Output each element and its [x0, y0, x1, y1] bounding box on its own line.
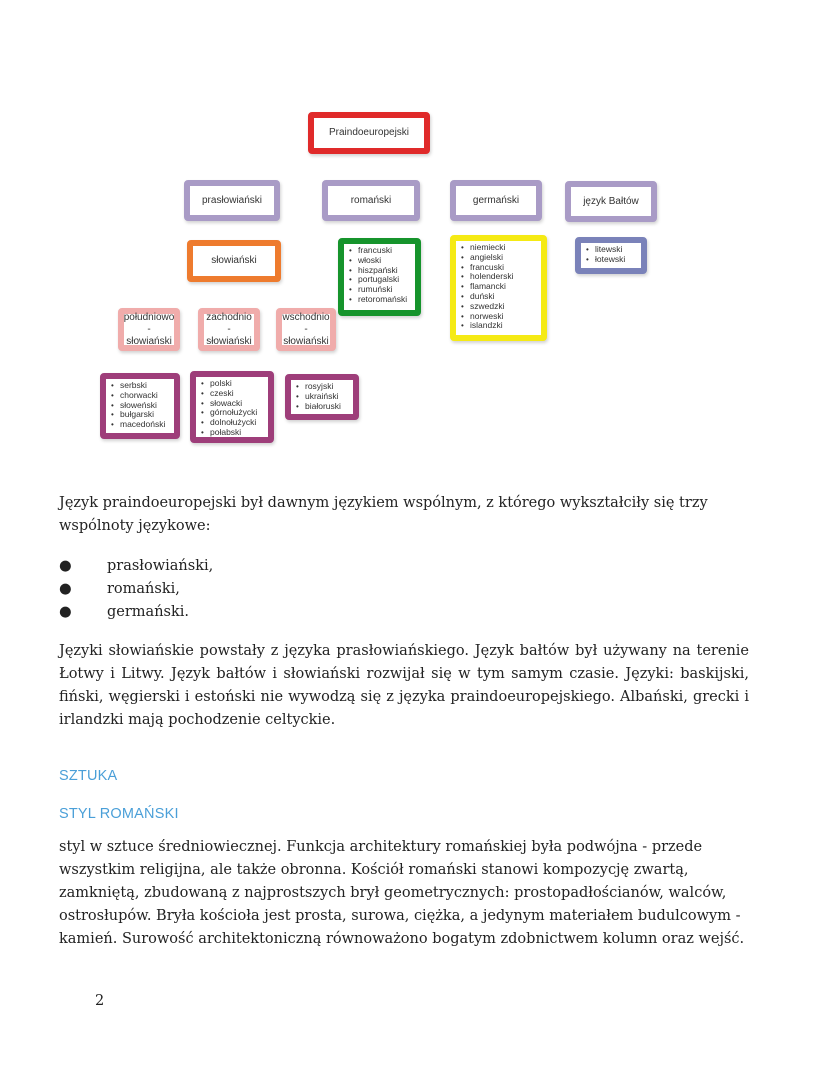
list-item: • szwedzki [470, 302, 537, 312]
subsection-heading-romanesque: STYL ROMAŃSKI [59, 806, 179, 822]
west-slavic-label: zachodnio - słowiański [206, 311, 252, 347]
slavic-box [187, 240, 281, 282]
baltic-languages-list [585, 245, 637, 265]
list-item: • serbski [120, 381, 170, 391]
list-item: • portugalski [358, 275, 411, 285]
baltic-label: język Bałtów [583, 195, 639, 207]
east-slavic-languages-box [285, 374, 359, 420]
list-item: • macedoński [120, 420, 170, 430]
list-item: • czeski [210, 389, 264, 399]
baltic-box [565, 181, 657, 222]
list-item [59, 601, 213, 624]
language-family-diagram [0, 0, 828, 470]
list-item: • islandzki [470, 321, 537, 331]
romance-box [322, 180, 420, 221]
list-item: • norweski [470, 312, 537, 322]
east-slavic-label: wschodnio - słowiański [282, 311, 330, 347]
romance-languages-list [348, 246, 411, 305]
proto-slavic-label: prasłowiański [201, 194, 263, 206]
list-item: • ukraiński [305, 392, 349, 402]
root-label: Praindoeuropejski [328, 127, 410, 138]
romanesque-paragraph: styl w sztuce średniowiecznej. Funkcja architektury romańskiej była podwójna - przede wszystkim religijna, ale także obronna. Kościół romański stanowi kompozycję zwartą, zamkniętą, zbudowaną z najprostszych brył geometrycznych: prostopadłościanów, walców, ostrosłupów. Bryła kościoła jest prosta, surowa, ciężka, a jedynym materiałem budulcowym - kamień. Surowość architektoniczną równoważono bogatym zdobnictwem kolumn oraz wejść. [59, 839, 745, 947]
slavic-label: słowiański [211, 255, 257, 266]
list-item: • polski [210, 379, 264, 389]
section-heading-art: SZTUKA [59, 768, 118, 784]
bullet-icon: ● [59, 581, 72, 597]
south-slavic-languages-list [110, 381, 170, 430]
bullet-icon: ● [59, 604, 72, 620]
list-item: • niemiecki [470, 243, 537, 253]
germanic-label: germański [472, 194, 520, 206]
list-item-text: germański. [107, 604, 190, 620]
romance-languages-box [338, 238, 421, 316]
list-item: • angielski [470, 253, 537, 263]
proto-slavic-box [184, 180, 280, 221]
list-item: • połabski [210, 428, 264, 438]
west-slavic-languages-list [200, 379, 264, 438]
list-item: • duński [470, 292, 537, 302]
south-slavic-label: południowo - słowiański [123, 311, 175, 347]
list-item: • włoski [358, 256, 411, 266]
south-slavic-box [118, 308, 180, 351]
list-item: • francuski [358, 246, 411, 256]
list-item [59, 578, 213, 601]
east-slavic-box [276, 308, 336, 351]
germanic-box [450, 180, 542, 221]
germanic-languages-list [460, 243, 537, 331]
page-number: 2 [95, 993, 105, 1009]
communities-list [59, 555, 213, 624]
list-item: • łotewski [595, 255, 637, 265]
list-item: • hiszpański [358, 266, 411, 276]
root-box [308, 112, 430, 154]
list-item: • dolnołużycki [210, 418, 264, 428]
list-item: • białoruski [305, 402, 349, 412]
east-slavic-languages-list [295, 382, 349, 411]
germanic-languages-box [450, 235, 547, 341]
list-item: • francuski [470, 263, 537, 273]
list-item: • litewski [595, 245, 637, 255]
list-item: • holenderski [470, 272, 537, 282]
list-item: • retoromański [358, 295, 411, 305]
list-item: • flamancki [470, 282, 537, 292]
list-item: • chorwacki [120, 391, 170, 401]
west-slavic-box [198, 308, 260, 351]
baltic-languages-box [575, 237, 647, 274]
list-item: • górnołużycki [210, 408, 264, 418]
list-item: • bułgarski [120, 410, 170, 420]
list-item: • słowacki [210, 399, 264, 409]
list-item: • rumuński [358, 285, 411, 295]
list-item-text: romański, [107, 581, 180, 597]
south-slavic-languages-box [100, 373, 180, 439]
romance-label: romański [350, 194, 392, 206]
list-item [59, 555, 213, 578]
list-item: • słoweński [120, 401, 170, 411]
list-item: • rosyjski [305, 382, 349, 392]
intro-paragraph: Język praindoeuropejski był dawnym językiem wspólnym, z którego wykształciły się trzy wspólnoty językowe: [59, 495, 708, 534]
list-item-text: prasłowiański, [107, 558, 214, 574]
west-slavic-languages-box [190, 371, 274, 443]
bullet-icon: ● [59, 558, 72, 574]
slavic-languages-paragraph: Języki słowiańskie powstały z języka prasłowiańskiego. Język bałtów był używany na terenie Łotwy i Litwy. Język bałtów i słowiański rozwijał się w tym samym czasie. Języki: baskijski, fiński, węgierski i estoński nie wywodzą się z języka praindoeuropejskiego. Albański, grecki i irlandzki mają pochodzenie celtyckie. [59, 643, 749, 728]
